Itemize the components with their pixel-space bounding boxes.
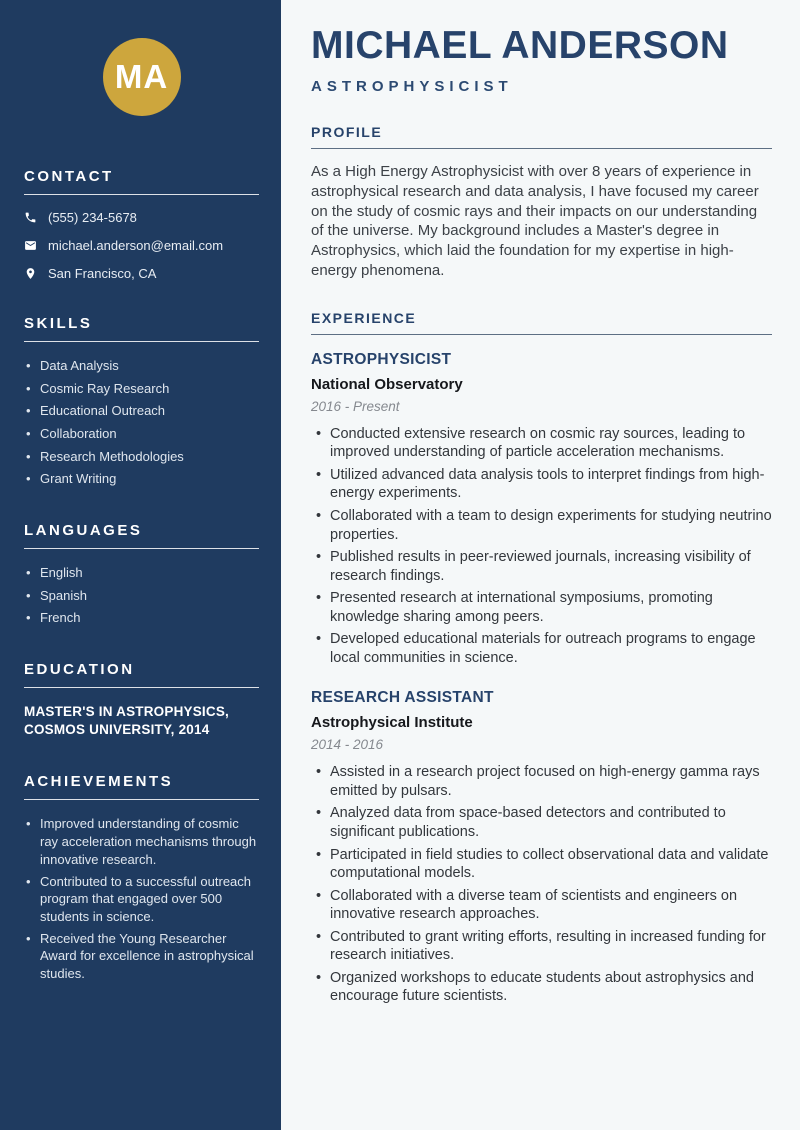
skill-item: • Data Analysis	[24, 357, 259, 375]
sidebar	[0, 0, 281, 1130]
skills-list	[24, 357, 259, 488]
achievements-section	[24, 773, 259, 982]
job-bullet-item: • Participated in field studies to collect observational data and validate computational models.	[311, 846, 772, 883]
languages-divider	[24, 548, 259, 549]
job-entry-astrophysicist	[311, 351, 772, 668]
phone-icon	[24, 211, 37, 224]
main-content	[281, 0, 800, 1130]
skills-divider	[24, 341, 259, 342]
education-section	[24, 661, 259, 739]
job-bullet-item: • Utilized advanced data analysis tools to interpret findings from high-energy experiments.	[311, 466, 772, 503]
job-bullet-item: • Assisted in a research project focused on high-energy gamma rays emitted by pulsars.	[311, 763, 772, 800]
job-bullet-item: • Conducted extensive research on cosmic ray sources, leading to improved understanding of particle acceleration mechanisms.	[311, 425, 772, 462]
job-company: National Observatory	[311, 375, 463, 393]
profile-heading: PROFILE	[311, 124, 383, 140]
language-item: • English	[24, 564, 259, 582]
job-entry-research-assistant	[311, 689, 772, 1006]
experience-divider	[311, 334, 772, 335]
profile-section	[311, 124, 772, 281]
skill-item: • Educational Outreach	[24, 402, 259, 420]
achievements-divider	[24, 799, 259, 800]
profile-text: As a High Energy Astrophysicist with over 8 years of experience in astrophysical research and data analysis, I have focused my career on the study of cosmic rays and their impacts on our understanding of the universe. My background includes a Master's degree in Astrophysics, which laid the foundation for my expertise in high-energy phenomena.	[311, 163, 759, 279]
experience-section	[311, 310, 772, 1006]
job-dates: 2016 - Present	[311, 398, 400, 414]
avatar-wrap	[24, 38, 259, 116]
achievement-item: • Improved understanding of cosmic ray acceleration mechanisms through innovative research.	[24, 815, 259, 868]
achievements-heading: ACHIEVEMENTS	[24, 773, 174, 791]
job-bullet-list	[311, 763, 772, 1006]
skills-heading: SKILLS	[24, 315, 93, 332]
languages-list	[24, 564, 259, 627]
avatar	[103, 38, 181, 116]
languages-heading: LANGUAGES	[24, 522, 143, 540]
contact-location-text: San Francisco, CA	[48, 266, 157, 281]
achievement-item: • Received the Young Researcher Award for excellence in astrophysical studies.	[24, 930, 259, 983]
education-heading: EDUCATION	[24, 661, 135, 679]
job-title: RESEARCH ASSISTANT	[311, 689, 494, 707]
contact-phone-text: (555) 234-5678	[48, 210, 137, 225]
contact-email-text: michael.anderson@email.com	[48, 238, 224, 253]
job-company: Astrophysical Institute	[311, 714, 473, 732]
job-bullet-list	[311, 425, 772, 668]
contact-section	[24, 168, 259, 281]
job-bullet-item: • Collaborated with a diverse team of scientists and engineers on innovative research approaches.	[311, 887, 772, 924]
job-bullet-item: • Published results in peer-reviewed journals, increasing visibility of research findings.	[311, 548, 772, 585]
education-degree: MASTER'S IN ASTROPHYSICS, COSMOS UNIVERSITY, 2014	[24, 704, 229, 738]
contact-divider	[24, 194, 259, 195]
languages-section	[24, 522, 259, 627]
job-bullet-item: • Analyzed data from space-based detectors and contributed to significant publications.	[311, 804, 772, 841]
achievement-item: • Contributed to a successful outreach program that engaged over 500 students in science.	[24, 873, 259, 926]
contact-location	[24, 266, 259, 281]
achievements-list	[24, 815, 259, 982]
job-bullet-item: • Collaborated with a team to design experiments for studying neutrino properties.	[311, 507, 772, 544]
language-item: • French	[24, 609, 259, 627]
name-title: MICHAEL ANDERSON	[311, 24, 729, 67]
location-icon	[24, 267, 37, 280]
job-title: ASTROPHYSICIST	[311, 350, 452, 368]
job-bullet-item: • Organized workshops to educate students about astrophysics and encourage future scientists.	[311, 969, 772, 1006]
job-bullet-item: • Developed educational materials for outreach programs to engage local communities in science.	[311, 630, 772, 667]
job-bullet-item: • Presented research at international symposiums, promoting knowledge sharing among peers.	[311, 589, 772, 626]
language-item: • Spanish	[24, 587, 259, 605]
job-dates: 2014 - 2016	[311, 737, 384, 753]
education-divider	[24, 687, 259, 688]
contact-email	[24, 238, 259, 253]
avatar-initials: MA	[114, 58, 169, 95]
job-subtitle: ASTROPHYSICIST	[311, 78, 513, 95]
email-icon	[24, 239, 37, 252]
contact-phone	[24, 210, 259, 225]
experience-heading: EXPERIENCE	[311, 309, 417, 326]
skill-item: • Grant Writing	[24, 470, 259, 488]
skill-item: • Research Methodologies	[24, 448, 259, 466]
skill-item: • Collaboration	[24, 425, 259, 443]
skills-section	[24, 315, 259, 488]
skill-item: • Cosmic Ray Research	[24, 380, 259, 398]
profile-divider	[311, 148, 772, 149]
contact-heading: CONTACT	[24, 168, 114, 185]
job-bullet-item: • Contributed to grant writing efforts, resulting in increased funding for research initiatives.	[311, 928, 772, 965]
